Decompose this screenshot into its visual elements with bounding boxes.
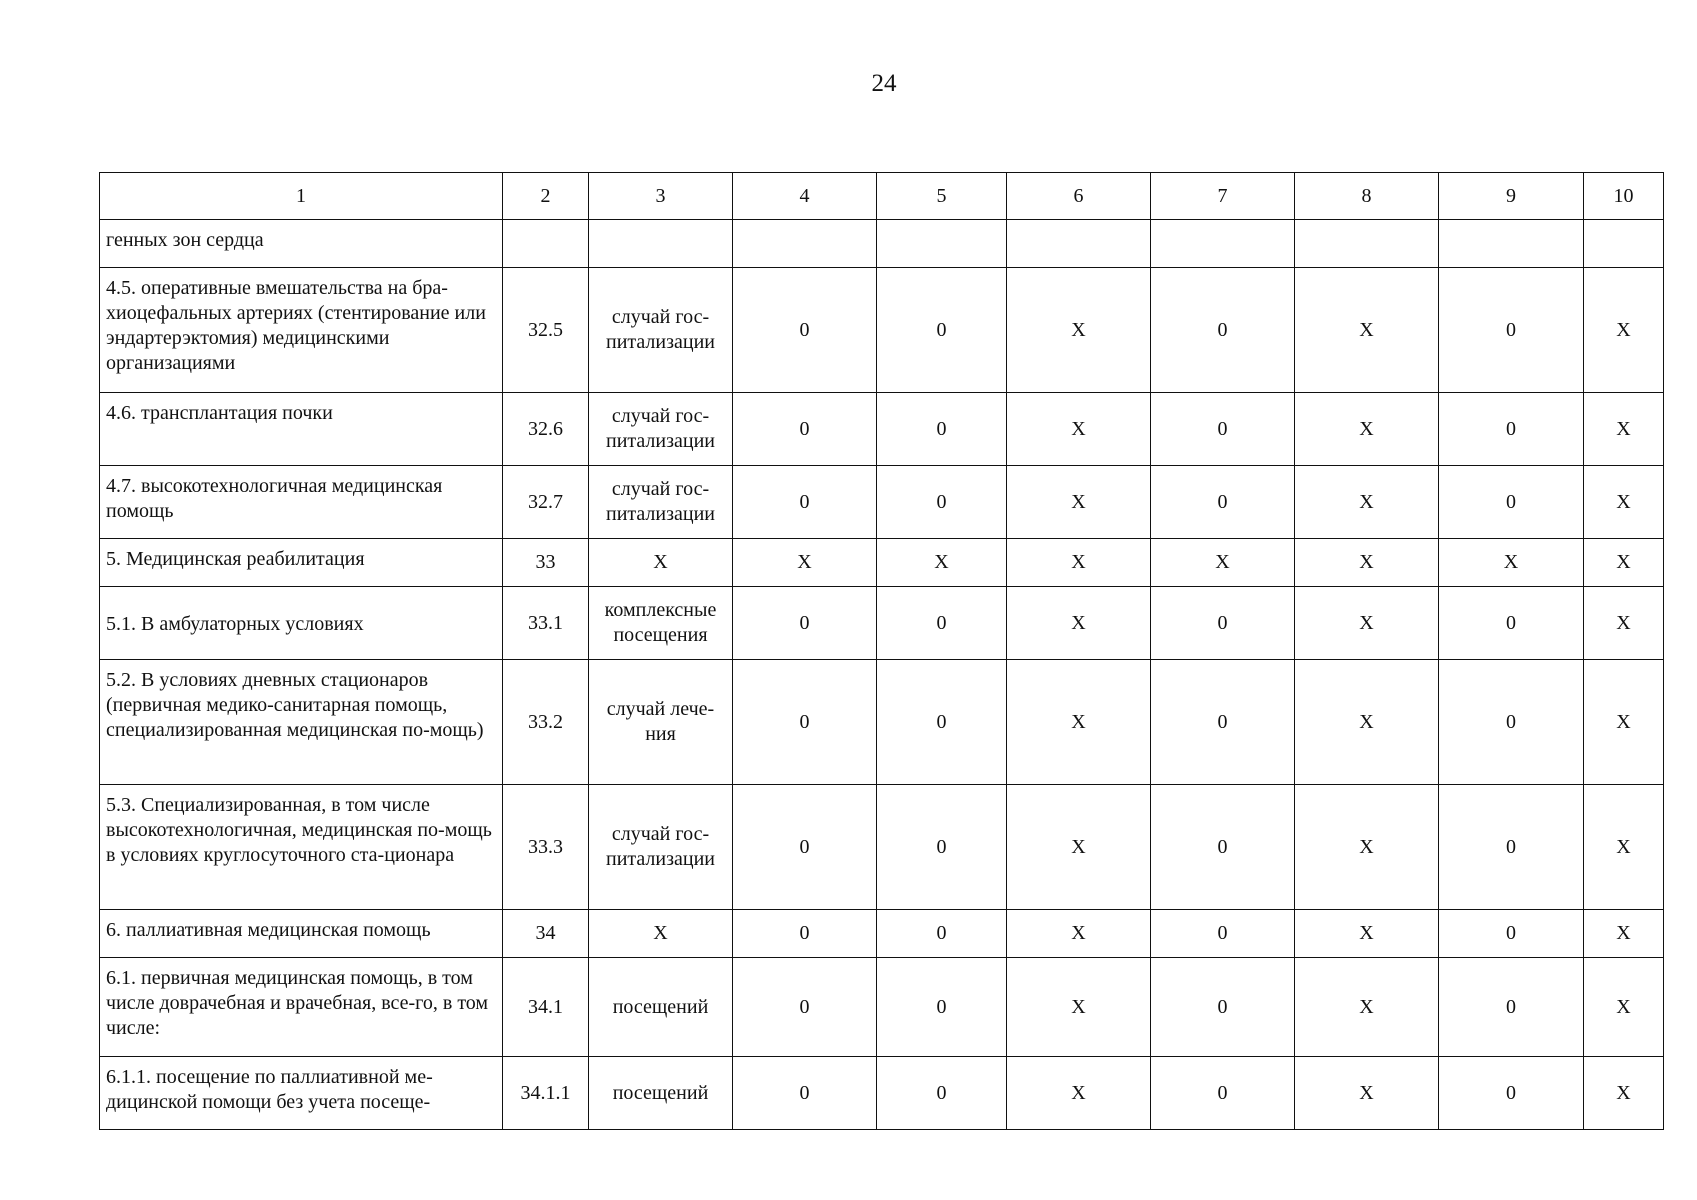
row-value: X — [1295, 466, 1439, 539]
row-value: 0 — [733, 587, 877, 660]
row-value: 0 — [733, 466, 877, 539]
table-row — [100, 268, 1664, 393]
row-value: X — [1007, 785, 1151, 910]
row-value: 0 — [1151, 958, 1295, 1057]
row-value: 0 — [1151, 466, 1295, 539]
row-value: X — [1439, 539, 1584, 587]
row-value: X — [1151, 539, 1295, 587]
table-row — [100, 539, 1664, 587]
row-value — [877, 220, 1007, 268]
row-description: 5.3. Специализированная, в том числе высокотехнологичная, медицинская по-мощь в условиях круглосуточного ста-ционара — [100, 785, 503, 910]
table-row — [100, 466, 1664, 539]
row-value — [1584, 220, 1664, 268]
row-value: 0 — [877, 268, 1007, 393]
row-value: X — [1584, 466, 1664, 539]
row-value: X — [1584, 539, 1664, 587]
row-value: X — [1584, 587, 1664, 660]
row-value: X — [1007, 268, 1151, 393]
column-header: 8 — [1295, 173, 1439, 220]
row-unit — [589, 220, 733, 268]
row-value: 0 — [1439, 910, 1584, 958]
row-value: X — [1584, 660, 1664, 785]
row-unit: случай гос-питализации — [589, 466, 733, 539]
row-value: 0 — [877, 660, 1007, 785]
row-value: 0 — [733, 910, 877, 958]
row-value: 0 — [1151, 393, 1295, 466]
row-value: X — [1584, 268, 1664, 393]
row-value — [1007, 220, 1151, 268]
row-description: генных зон сердца — [100, 220, 503, 268]
row-value: X — [1295, 539, 1439, 587]
row-code: 32.7 — [503, 466, 589, 539]
row-value: X — [1007, 1057, 1151, 1130]
row-value: 0 — [877, 958, 1007, 1057]
row-value: X — [1295, 958, 1439, 1057]
table-row — [100, 785, 1664, 910]
row-value: X — [1584, 910, 1664, 958]
row-value: X — [1584, 785, 1664, 910]
row-unit: X — [589, 910, 733, 958]
row-unit: случай гос-питализации — [589, 785, 733, 910]
row-description: 5.1. В амбулаторных условиях — [100, 587, 503, 660]
row-value: 0 — [1151, 910, 1295, 958]
row-code: 34 — [503, 910, 589, 958]
row-code: 32.6 — [503, 393, 589, 466]
row-value: X — [1295, 1057, 1439, 1130]
row-value: X — [877, 539, 1007, 587]
row-value: X — [1295, 268, 1439, 393]
row-value: X — [1584, 1057, 1664, 1130]
row-value: X — [1007, 910, 1151, 958]
column-header: 10 — [1584, 173, 1664, 220]
table-row — [100, 587, 1664, 660]
row-code: 34.1 — [503, 958, 589, 1057]
row-value: X — [1295, 393, 1439, 466]
row-value: 0 — [1439, 958, 1584, 1057]
row-description: 4.7. высокотехнологичная медицинская помощь — [100, 466, 503, 539]
column-header: 5 — [877, 173, 1007, 220]
row-value: X — [1007, 660, 1151, 785]
row-unit: случай гос-питализации — [589, 268, 733, 393]
row-unit: случай гос-питализации — [589, 393, 733, 466]
row-value: 0 — [1151, 268, 1295, 393]
row-value — [1439, 220, 1584, 268]
row-code: 33.2 — [503, 660, 589, 785]
column-header: 1 — [100, 173, 503, 220]
row-value: 0 — [1439, 393, 1584, 466]
row-value: 0 — [1151, 785, 1295, 910]
row-description: 4.6. трансплантация почки — [100, 393, 503, 466]
row-code — [503, 220, 589, 268]
row-value: 0 — [1151, 1057, 1295, 1130]
row-description: 6. паллиативная медицинская помощь — [100, 910, 503, 958]
row-value: 0 — [733, 393, 877, 466]
row-value: X — [1584, 958, 1664, 1057]
row-value: 0 — [733, 268, 877, 393]
row-unit: X — [589, 539, 733, 587]
row-value — [1151, 220, 1295, 268]
row-value: 0 — [1151, 587, 1295, 660]
row-value: X — [1007, 958, 1151, 1057]
table-row — [100, 393, 1664, 466]
row-value: 0 — [1439, 466, 1584, 539]
column-header: 3 — [589, 173, 733, 220]
row-value: X — [1295, 660, 1439, 785]
row-value: 0 — [733, 1057, 877, 1130]
row-value: 0 — [877, 910, 1007, 958]
row-value: X — [1007, 587, 1151, 660]
row-code: 33.1 — [503, 587, 589, 660]
table-row — [100, 660, 1664, 785]
column-header: 7 — [1151, 173, 1295, 220]
row-code: 33.3 — [503, 785, 589, 910]
row-value: 0 — [877, 1057, 1007, 1130]
row-value: 0 — [1151, 660, 1295, 785]
table-row — [100, 220, 1664, 268]
row-value: 0 — [1439, 660, 1584, 785]
row-value: 0 — [877, 587, 1007, 660]
row-value: 0 — [1439, 1057, 1584, 1130]
column-header: 6 — [1007, 173, 1151, 220]
page-number: 24 — [871, 70, 897, 97]
table-row — [100, 958, 1664, 1057]
row-value: X — [1007, 539, 1151, 587]
row-value: 0 — [733, 958, 877, 1057]
row-unit: посещений — [589, 958, 733, 1057]
row-description: 6.1. первичная медицинская помощь, в том числе доврачебная и врачебная, все-го, в том числе: — [100, 958, 503, 1057]
row-value: X — [1295, 587, 1439, 660]
row-value: 0 — [1439, 268, 1584, 393]
row-value: X — [1584, 393, 1664, 466]
row-value: X — [1295, 910, 1439, 958]
table-row — [100, 910, 1664, 958]
row-unit: случай лече-ния — [589, 660, 733, 785]
row-value: 0 — [733, 660, 877, 785]
row-value — [1295, 220, 1439, 268]
row-description: 5.2. В условиях дневных стационаров (первичная медико-санитарная помощь, специализированная медицинская по-мощь) — [100, 660, 503, 785]
row-value: 0 — [1439, 587, 1584, 660]
row-value: X — [1007, 393, 1151, 466]
column-header: 4 — [733, 173, 877, 220]
row-value: 0 — [1439, 785, 1584, 910]
table-row — [100, 1057, 1664, 1130]
row-description: 4.5. оперативные вмешательства на бра-хиоцефальных артериях (стентирование или эндартерэктомия) медицинскими организациями — [100, 268, 503, 393]
row-value — [733, 220, 877, 268]
row-unit: комплексные посещения — [589, 587, 733, 660]
row-value: 0 — [733, 785, 877, 910]
row-value: 0 — [877, 393, 1007, 466]
row-code: 34.1.1 — [503, 1057, 589, 1130]
column-header: 9 — [1439, 173, 1584, 220]
row-value: 0 — [877, 785, 1007, 910]
row-code: 33 — [503, 539, 589, 587]
row-value: 0 — [877, 466, 1007, 539]
row-description: 6.1.1. посещение по паллиативной ме-дицинской помощи без учета посеще- — [100, 1057, 503, 1130]
row-value: X — [733, 539, 877, 587]
row-value: X — [1007, 466, 1151, 539]
row-description: 5. Медицинская реабилитация — [100, 539, 503, 587]
row-unit: посещений — [589, 1057, 733, 1130]
column-header: 2 — [503, 173, 589, 220]
data-table — [99, 172, 1664, 1130]
table-header-row — [100, 173, 1664, 220]
row-code: 32.5 — [503, 268, 589, 393]
row-value: X — [1295, 785, 1439, 910]
